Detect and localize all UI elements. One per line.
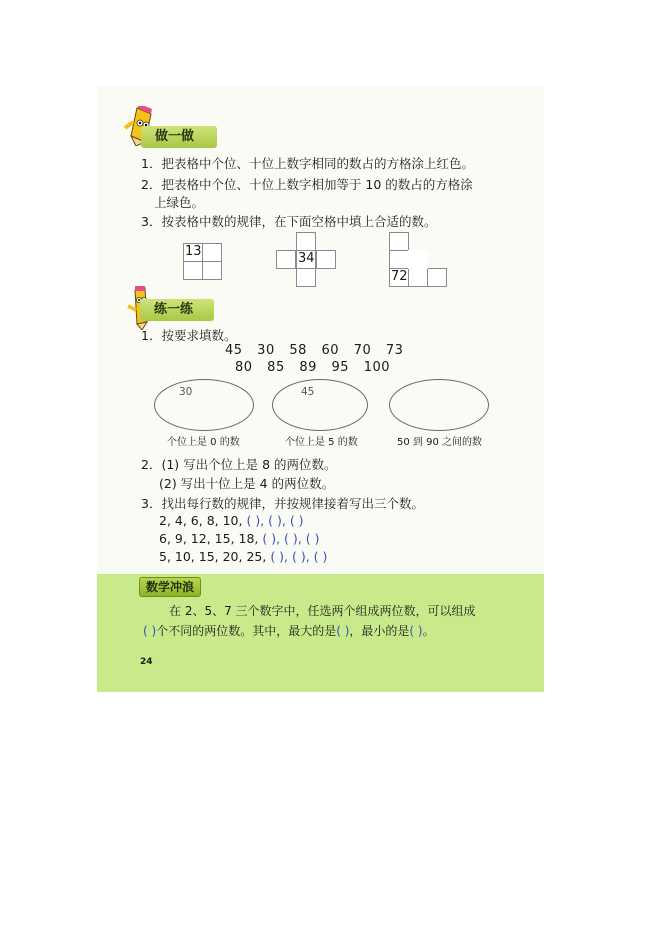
- sequence-row-1: [159, 513, 304, 528]
- section-header-lian: 练一练: [140, 299, 214, 321]
- sequence-values: 2, 4, 6, 8, 10,: [159, 513, 243, 528]
- sorting-ellipse-3: [389, 379, 489, 431]
- ellipse-label-2: 个位上是 5 的数: [285, 437, 358, 448]
- practice-2a: 2．(1) 写出个位上是 8 的两位数。: [141, 457, 337, 472]
- answer-blanks[interactable]: ( ), ( ), ( ): [262, 531, 320, 546]
- ellipse-label-3: 50 到 90 之间的数: [397, 437, 482, 448]
- sorting-ellipse-2: [272, 379, 368, 431]
- answer-blank[interactable]: ( ): [409, 624, 423, 638]
- number-pool-row-1: 45 30 58 60 70 73: [225, 343, 404, 358]
- ellipse-label-1: 个位上是 0 的数: [167, 437, 240, 448]
- sorting-ellipse-1: [154, 379, 254, 431]
- answer-blank[interactable]: ( ): [143, 624, 157, 638]
- wave-text-line-2: [143, 622, 435, 639]
- section-header-zuo: 做一做: [141, 126, 217, 148]
- page-number: 24: [140, 657, 153, 667]
- answer-blanks[interactable]: ( ), ( ), ( ): [270, 549, 328, 564]
- sequence-values: 5, 10, 15, 20, 25,: [159, 549, 267, 564]
- sequence-values: 6, 9, 12, 15, 18,: [159, 531, 259, 546]
- practice-1: 1．按要求填数。: [141, 328, 237, 343]
- exercise-3: 3．按表格中数的规律，在下面空格中填上合适的数。: [141, 214, 437, 229]
- section-header-wave: 数学冲浪: [139, 577, 201, 597]
- answer-blank[interactable]: ( ): [336, 624, 350, 638]
- practice-2b: (2) 写出十位上是 4 的两位数。: [159, 476, 335, 491]
- wave-text: 。: [422, 624, 435, 638]
- textbook-page: [97, 86, 544, 692]
- grid-value: 34: [298, 251, 315, 266]
- wave-text: ，最小的是: [349, 624, 410, 638]
- sequence-row-3: [159, 549, 327, 564]
- ellipse-value-2: 45: [301, 386, 315, 398]
- practice-3: 3．找出每行数的规律，并按规律接着写出三个数。: [141, 496, 424, 511]
- exercise-1: 1．把表格中个位、十位上数字相同的数占的方格涂上红色。: [141, 156, 474, 171]
- ellipse-value-1: 30: [179, 386, 193, 398]
- wave-text-line-1: 在 2、5、7 三个数字中，任选两个组成两位数，可以组成: [169, 604, 476, 618]
- exercise-2-line1: 2．把表格中个位、十位上数字相加等于 10 的数占的方格涂: [141, 177, 473, 192]
- answer-blanks[interactable]: ( ), ( ), ( ): [246, 513, 304, 528]
- sequence-row-2: [159, 531, 319, 546]
- wave-text: 个不同的两位数。其中，最大的是: [156, 624, 337, 638]
- number-pool-row-2: 80 85 89 95 100: [235, 360, 391, 375]
- grid-value: 72: [391, 269, 408, 284]
- grid-value: 13: [185, 244, 202, 259]
- exercise-2-line2: 上绿色。: [154, 195, 205, 210]
